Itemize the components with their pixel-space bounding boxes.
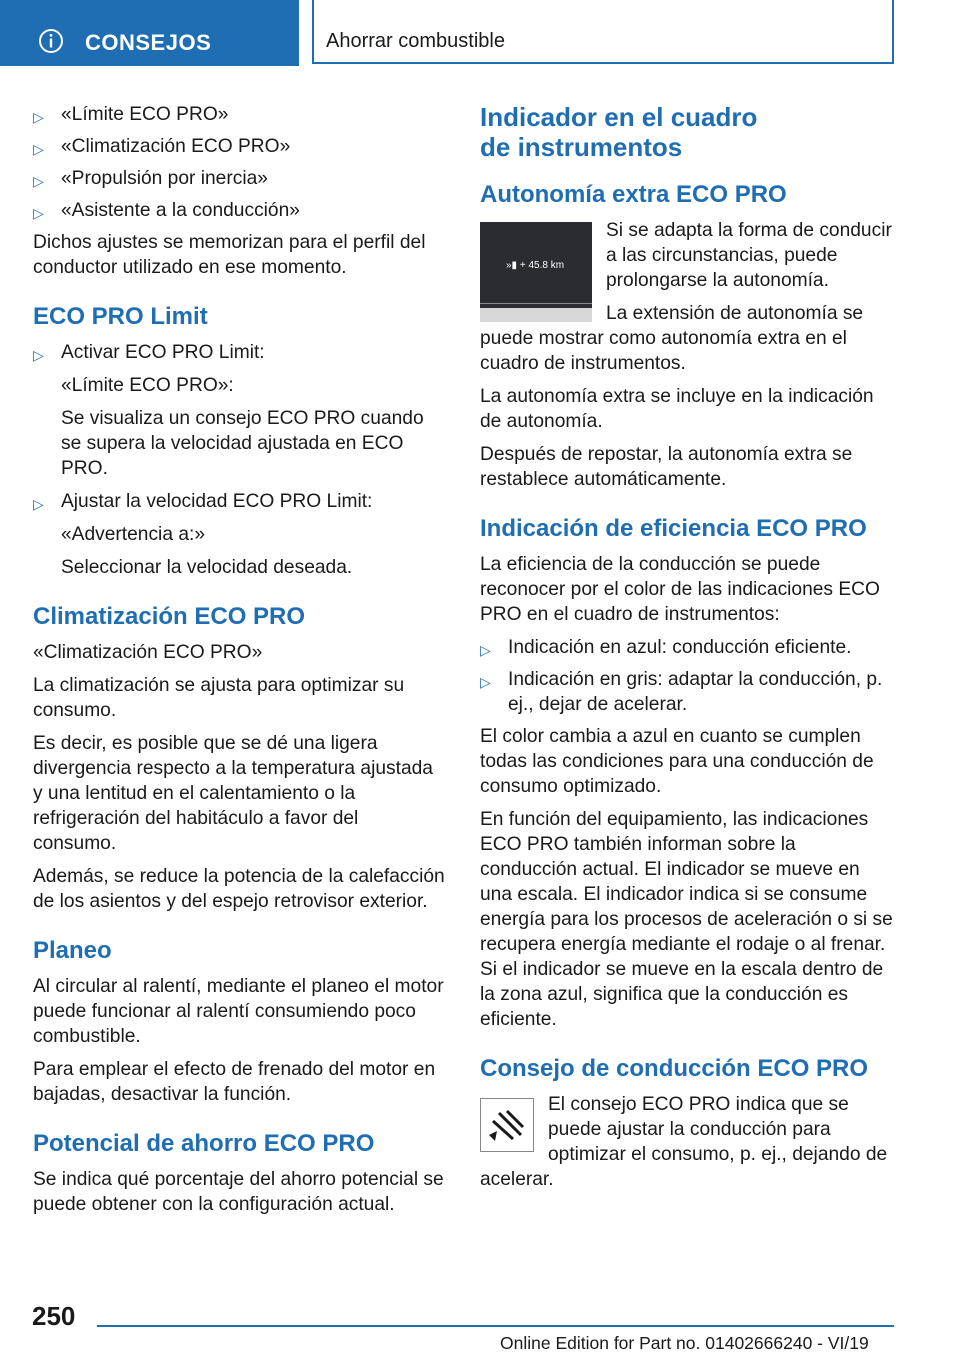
- extra-range-paragraph: Después de repostar, la autonomía extra se restablece automáticamente.: [480, 444, 853, 490]
- section-heading: Indicador en el cuadro de instrumentos: [480, 102, 758, 162]
- list-item: ▷ «Propulsión por inercia»: [33, 166, 445, 191]
- extra-range-heading: Autonomía extra ECO PRO: [480, 181, 787, 208]
- triangle-bullet-icon: ▷: [33, 205, 44, 221]
- triangle-bullet-icon: ▷: [480, 674, 491, 690]
- climate-heading: Climatización ECO PRO: [33, 603, 306, 630]
- eco-tip-icon: [480, 1098, 534, 1152]
- left-column: [33, 102, 445, 1225]
- page-number: 250: [32, 1301, 76, 1331]
- triangle-bullet-icon: ▷: [480, 642, 491, 658]
- savings-paragraph: Se indica qué porcentaje del ahorro potencial se puede obtener con la configuración actual.: [33, 1169, 444, 1215]
- triangle-bullet-icon: ▷: [33, 173, 44, 189]
- list-item: ▷ Activar ECO PRO Limit: «Límite ECO PRO»: Se visualiza un consejo ECO PRO cuando se supera la velocidad ajustada en ECO PRO.: [33, 342, 424, 479]
- extra-range-paragraph: La extensión de autonomía se puede mostrar como autonomía extra en el cuadro de instrumentos.: [480, 303, 864, 374]
- climate-paragraph: La climatización se ajusta para optimizar su consumo.: [33, 675, 405, 721]
- list-item: ▷ Indicación en azul: conducción eficiente.: [480, 635, 895, 660]
- efficiency-heading: Indicación de eficiencia ECO PRO: [480, 515, 867, 542]
- list-item: ▷ «Climatización ECO PRO»: [33, 134, 445, 159]
- edition-text: Online Edition for Part no. 01402666240 - VI/19: [500, 1333, 869, 1353]
- coasting-paragraph: Para emplear el efecto de frenado del motor en bajadas, desactivar la función.: [33, 1059, 436, 1105]
- list-item: ▷ «Asistente a la conducción»: [33, 198, 445, 223]
- savings-heading: Potencial de ahorro ECO PRO: [33, 1130, 375, 1157]
- climate-paragraph: «Climatización ECO PRO»: [33, 642, 263, 663]
- coasting-paragraph: Al circular al ralentí, mediante el planeo el motor puede funcionar al ralentí consumiendo poco combustible.: [33, 976, 444, 1047]
- coasting-heading: Planeo: [33, 937, 112, 964]
- list-item: ▷ «Límite ECO PRO»: [33, 102, 445, 127]
- memorized-paragraph: Dichos ajustes se memorizan para el perfil del conductor utilizado en ese momento.: [33, 232, 426, 278]
- extra-range-paragraph: Si se adapta la forma de conducir a las circunstancias, puede prolongarse la autonomía.: [606, 220, 892, 291]
- section-label: CONSEJOS: [85, 30, 212, 55]
- triangle-bullet-icon: ▷: [33, 496, 44, 512]
- range-readout: »▮ + 45.8 km: [506, 260, 565, 271]
- climate-paragraph: Además, se reduce la potencia de la calefacción de los asientos y del espejo retrovisor exterior.: [33, 866, 445, 912]
- footer-rule: [97, 1325, 894, 1327]
- efficiency-list: [480, 635, 895, 717]
- triangle-bullet-icon: ▷: [33, 347, 44, 363]
- eco-limit-list: [33, 340, 445, 580]
- section-tab: [0, 0, 299, 66]
- list-item: ▷ Indicación en gris: adaptar la conducción, p. ej., dejar de acelerar.: [480, 669, 883, 715]
- right-column: [480, 102, 895, 1200]
- settings-list: [33, 102, 445, 223]
- fuel-pump-icon: »▮: [506, 260, 518, 271]
- extra-range-paragraph: La autonomía extra se incluye en la indicación de autonomía.: [480, 386, 874, 432]
- climate-paragraph: Es decir, es posible que se dé una ligera divergencia respecto a la temperatura ajustada y una lentitud en el calentamiento o la refrigeración del habitáculo a favor del consumo.: [33, 733, 433, 854]
- triangle-bullet-icon: ▷: [33, 109, 44, 125]
- instrument-cluster-image: [480, 222, 592, 322]
- efficiency-paragraph: En función del equipamiento, las indicaciones ECO PRO también informan sobre la conducción actual. El indicador se mueve en una escala. El indicador indica si se consume energía para los procesos de aceleración o si se recupera energía mediante el rodaje o al frenar. Si el indicador se mueve en la escala dentro de la zona azul, significa que la conducción es eficiente.: [480, 809, 893, 1030]
- tip-paragraph: El consejo ECO PRO indica que se puede ajustar la conducción para optimizar el consumo, p. ej., dejando de acelerar.: [480, 1094, 888, 1190]
- eco-limit-heading: ECO PRO Limit: [33, 303, 208, 330]
- chapter-title: Ahorrar combustible: [326, 30, 505, 52]
- list-item: ▷ Ajustar la velocidad ECO PRO Limit: «Advertencia a:» Seleccionar la velocidad deseada.: [33, 491, 373, 578]
- efficiency-paragraph: La eficiencia de la conducción se puede reconocer por el color de las indicaciones ECO PRO en el cuadro de instrumentos:: [480, 554, 880, 625]
- triangle-bullet-icon: ▷: [33, 141, 44, 157]
- efficiency-paragraph: El color cambia a azul en cuanto se cumplen todas las condiciones para una conducción de consumo optimizado.: [480, 726, 874, 797]
- info-icon: [38, 28, 64, 54]
- tip-heading: Consejo de conducción ECO PRO: [480, 1055, 869, 1082]
